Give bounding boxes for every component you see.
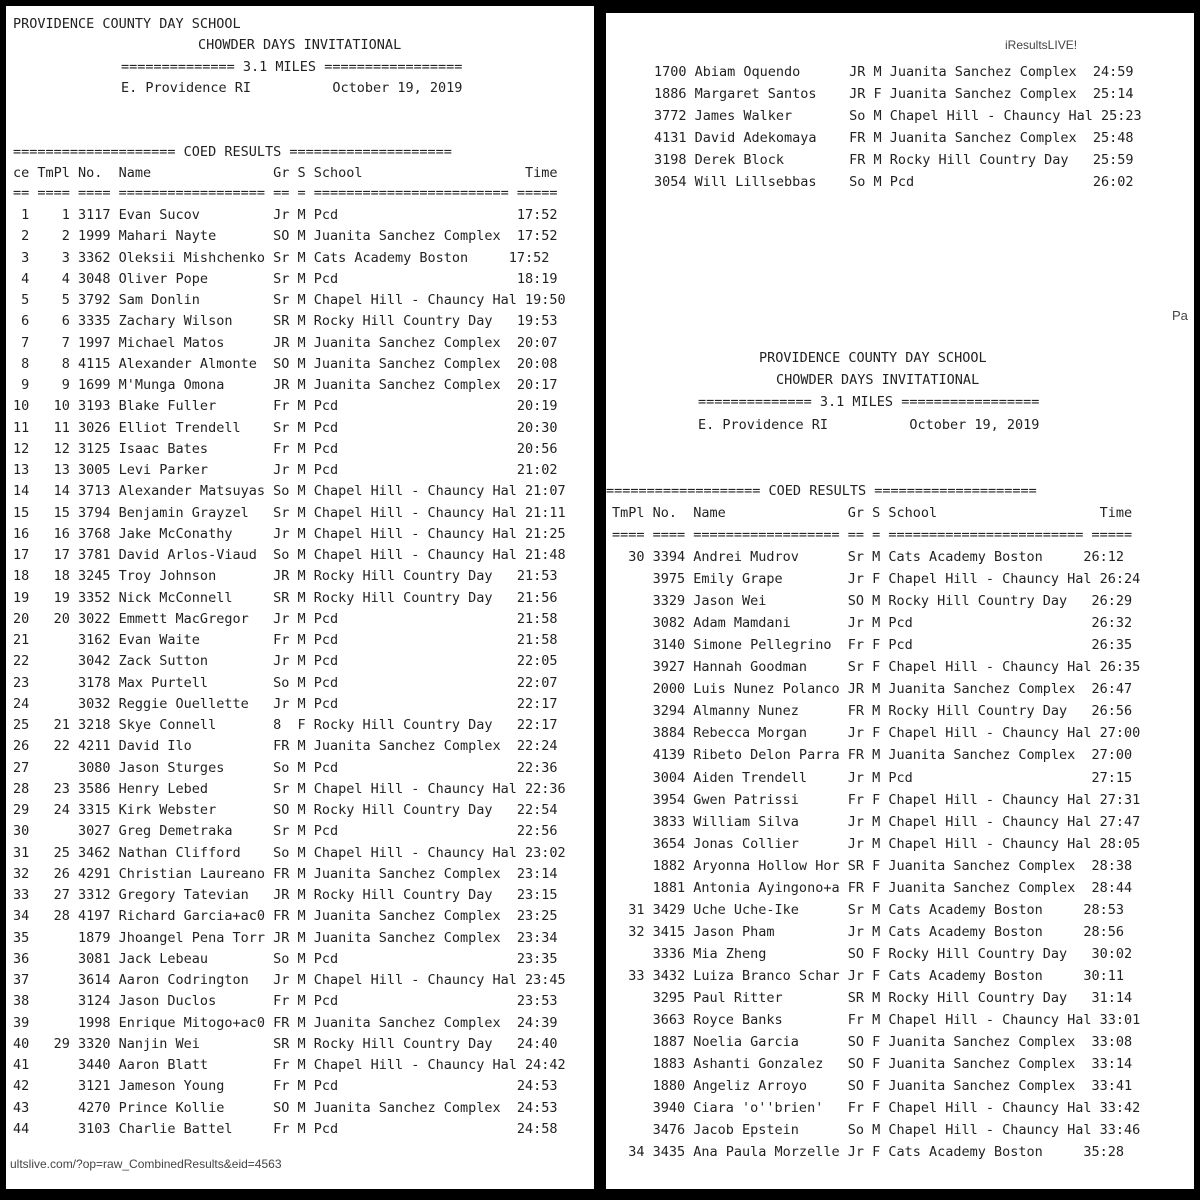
result-row: 4139 Ribeto Delon Parra FR M Juanita Sanchez Complex 27:00: [612, 747, 1133, 764]
result-row: 32 3415 Jason Pham Jr M Cats Academy Boston 28:56: [612, 923, 1125, 940]
result-row: 21 3162 Evan Waite Fr M Pcd 21:58: [13, 632, 558, 648]
result-row: 34 28 4197 Richard Garcia+ac0 FR M Juanita Sanchez Complex 23:25: [13, 908, 558, 925]
result-row: 15 15 3794 Benjamin Grayzel Sr M Chapel Hill - Chauncy Hal 21:11: [13, 504, 566, 521]
result-row: 3140 Simone Pellegrino Fr F Pcd 26:35: [612, 637, 1133, 654]
result-row: 20 20 3022 Emmett MacGregor Jr M Pcd 21:58: [13, 610, 558, 627]
result-row: 31 3429 Uche Uche-Ike Sr M Cats Academy Boston 28:53: [612, 901, 1125, 918]
right-results-page: [606, 13, 1194, 1189]
right-results-text: [606, 13, 1194, 1189]
result-row: 33 27 3312 Gregory Tatevian JR M Rocky Hill Country Day 23:15: [13, 887, 558, 903]
result-row: 3940 Ciara 'o''brien' Fr F Chapel Hill - Chauncy Hal 33:42: [612, 1100, 1141, 1117]
result-row: 3054 Will Lillsebbas So M Pcd 26:02: [654, 173, 1134, 190]
result-row: 40 29 3320 Nanjin Wei SR M Rocky Hill Country Day 24:40: [13, 1035, 558, 1052]
result-row: 3772 James Walker So M Chapel Hill - Chauncy Hal 25:23: [654, 107, 1142, 124]
result-row: 34 3435 Ana Paula Morzelle Jr F Cats Academy Boston 35:28: [612, 1144, 1125, 1161]
page-label: iResultsLIVE!: [1005, 38, 1078, 52]
result-row: 31 25 3462 Nathan Clifford So M Chapel Hill - Chauncy Hal 23:02: [13, 844, 566, 861]
column-header: TmPl No. Name Gr S School Time: [612, 505, 1133, 521]
result-row: 18 18 3245 Troy Johnson JR M Rocky Hill Country Day 21:53: [13, 568, 558, 585]
result-row: 3294 Almanny Nunez FR M Rocky Hill Country Day 26:56: [612, 703, 1133, 720]
distance-line: ============== 3.1 MILES =================: [121, 59, 463, 75]
result-row: 25 21 3218 Skye Connell 8 F Rocky Hill Country Day 22:17: [13, 717, 558, 733]
page-marker: Pa: [1172, 308, 1188, 323]
result-row: 35 1879 Jhoangel Pena Torr JR M Juanita Sanchez Complex 23:34: [13, 929, 558, 946]
result-row: 27 3080 Jason Sturges So M Pcd 22:36: [13, 759, 558, 776]
result-row: 4 4 3048 Oliver Pope Sr M Pcd 18:19: [13, 270, 558, 287]
result-row: 10 10 3193 Blake Fuller Fr M Pcd 20:19: [13, 398, 558, 415]
result-row: 3927 Hannah Goodman Sr F Chapel Hill - Chauncy Hal 26:35: [612, 659, 1141, 676]
result-row: 7 7 1997 Michael Matos JR M Juanita Sanchez Complex 20:07: [13, 334, 558, 351]
result-row: 1883 Ashanti Gonzalez SO F Juanita Sanchez Complex 33:14: [612, 1056, 1133, 1073]
results-banner: ==================== COED RESULTS ====================: [13, 144, 452, 160]
result-row: 16 16 3768 Jake McConathy Jr M Chapel Hill - Chauncy Hal 21:25: [13, 525, 566, 542]
result-row: 3975 Emily Grape Jr F Chapel Hill - Chauncy Hal 26:24: [612, 571, 1141, 588]
result-row: 12 12 3125 Isaac Bates Fr M Pcd 20:56: [13, 440, 558, 457]
location-date-line: E. Providence RI October 19, 2019: [698, 417, 1040, 433]
result-row: 3833 William Silva Jr M Chapel Hill - Chauncy Hal 27:47: [612, 813, 1141, 830]
result-row: 3 3 3362 Oleksii Mishchenko Sr M Cats Academy Boston 17:52: [13, 249, 550, 266]
column-rule: ==== ==== ================== == = ======================== =====: [612, 527, 1133, 543]
result-row: 41 3440 Aaron Blatt Fr M Chapel Hill - Chauncy Hal 24:42: [13, 1057, 566, 1073]
result-row: 3082 Adam Mamdani Jr M Pcd 26:32: [612, 615, 1133, 632]
result-row: 1880 Angeliz Arroyo SO F Juanita Sanchez Complex 33:41: [612, 1078, 1133, 1095]
result-row: 1887 Noelia Garcia SO F Juanita Sanchez Complex 33:08: [612, 1034, 1133, 1051]
left-results-text: [6, 6, 594, 1189]
footer-url: ultslive.com/?op=raw_CombinedResults&eid=4563: [10, 1157, 282, 1171]
result-row: 1 1 3117 Evan Sucov Jr M Pcd 17:52: [13, 207, 558, 223]
result-row: 3004 Aiden Trendell Jr M Pcd 27:15: [612, 769, 1133, 786]
result-row: 11 11 3026 Elliot Trendell Sr M Pcd 20:30: [13, 419, 558, 436]
result-row: 44 3103 Charlie Battel Fr M Pcd 24:58: [13, 1120, 558, 1137]
result-row: 36 3081 Jack Lebeau So M Pcd 23:35: [13, 950, 558, 967]
result-row: 30 3394 Andrei Mudrov Sr M Cats Academy Boston 26:12: [612, 549, 1125, 565]
result-row: 1700 Abiam Oquendo JR M Juanita Sanchez Complex 24:59: [654, 64, 1134, 80]
meet-title: CHOWDER DAYS INVITATIONAL: [776, 372, 980, 388]
result-row: 17 17 3781 David Arlos-Viaud So M Chapel Hill - Chauncy Hal 21:48: [13, 547, 566, 563]
school-title: PROVIDENCE COUNTY DAY SCHOOL: [759, 350, 987, 366]
result-row: 3198 Derek Block FR M Rocky Hill Country Day 25:59: [654, 151, 1134, 168]
result-row: 3663 Royce Banks Fr M Chapel Hill - Chauncy Hal 33:01: [612, 1012, 1141, 1029]
result-row: 9 9 1699 M'Munga Omona JR M Juanita Sanchez Complex 20:17: [13, 377, 558, 393]
result-row: 22 3042 Zack Sutton Jr M Pcd 22:05: [13, 653, 558, 670]
result-row: 2 2 1999 Mahari Nayte SO M Juanita Sanchez Complex 17:52: [13, 228, 558, 245]
result-row: 26 22 4211 David Ilo FR M Juanita Sanchez Complex 22:24: [13, 738, 558, 755]
result-row: 2000 Luis Nunez Polanco JR M Juanita Sanchez Complex 26:47: [612, 681, 1133, 698]
result-row: 3336 Mia Zheng SO F Rocky Hill Country Day 30:02: [612, 945, 1133, 962]
result-row: 3329 Jason Wei SO M Rocky Hill Country Day 26:29: [612, 593, 1133, 610]
result-row: 1882 Aryonna Hollow Hor SR F Juanita Sanchez Complex 28:38: [612, 857, 1133, 874]
school-title: PROVIDENCE COUNTY DAY SCHOOL: [13, 16, 241, 32]
result-row: 3954 Gwen Patrissi Fr F Chapel Hill - Chauncy Hal 27:31: [612, 791, 1141, 808]
result-row: 24 3032 Reggie Ouellette Jr M Pcd 22:17: [13, 695, 558, 712]
result-row: 4131 David Adekomaya FR M Juanita Sanchez Complex 25:48: [654, 129, 1134, 146]
result-row: 23 3178 Max Purtell So M Pcd 22:07: [13, 674, 558, 691]
location-date-line: E. Providence RI October 19, 2019: [121, 80, 463, 96]
result-row: 38 3124 Jason Duclos Fr M Pcd 23:53: [13, 993, 558, 1010]
results-banner: =================== COED RESULTS ====================: [606, 483, 1037, 499]
result-row: 33 3432 Luiza Branco Schar Jr F Cats Academy Boston 30:11: [612, 967, 1125, 984]
result-row: 3654 Jonas Collier Jr M Chapel Hill - Chauncy Hal 28:05: [612, 835, 1141, 852]
result-row: 19 19 3352 Nick McConnell SR M Rocky Hill Country Day 21:56: [13, 589, 558, 606]
result-row: 3884 Rebecca Morgan Jr F Chapel Hill - Chauncy Hal 27:00: [612, 725, 1141, 742]
result-row: 30 3027 Greg Demetraka Sr M Pcd 22:56: [13, 823, 558, 840]
result-row: 32 26 4291 Christian Laureano FR M Juanita Sanchez Complex 23:14: [13, 865, 558, 882]
left-results-page: [6, 6, 594, 1189]
result-row: 5 5 3792 Sam Donlin Sr M Chapel Hill - Chauncy Hal 19:50: [13, 292, 566, 308]
result-row: 43 4270 Prince Kollie SO M Juanita Sanchez Complex 24:53: [13, 1099, 558, 1116]
result-row: 14 14 3713 Alexander Matsuyas So M Chapel Hill - Chauncy Hal 21:07: [13, 483, 566, 500]
result-row: 6 6 3335 Zachary Wilson SR M Rocky Hill Country Day 19:53: [13, 313, 558, 330]
result-row: 8 8 4115 Alexander Almonte SO M Juanita Sanchez Complex 20:08: [13, 355, 558, 372]
result-row: 1886 Margaret Santos JR F Juanita Sanchez Complex 25:14: [654, 85, 1134, 102]
result-row: 39 1998 Enrique Mitogo+ac0 FR M Juanita Sanchez Complex 24:39: [13, 1014, 558, 1031]
meet-title: CHOWDER DAYS INVITATIONAL: [198, 37, 402, 53]
result-row: 37 3614 Aaron Codrington Jr M Chapel Hill - Chauncy Hal 23:45: [13, 972, 566, 988]
column-rule: == ==== ==== ================== == = ======================== =====: [13, 185, 558, 201]
result-row: 1881 Antonia Ayingono+a FR F Juanita Sanchez Complex 28:44: [612, 879, 1133, 896]
result-row: 3476 Jacob Epstein So M Chapel Hill - Chauncy Hal 33:46: [612, 1122, 1141, 1139]
result-row: 13 13 3005 Levi Parker Jr M Pcd 21:02: [13, 462, 558, 478]
result-row: 29 24 3315 Kirk Webster SO M Rocky Hill Country Day 22:54: [13, 802, 558, 818]
result-row: 3295 Paul Ritter SR M Rocky Hill Country Day 31:14: [612, 990, 1133, 1006]
result-row: 28 23 3586 Henry Lebed Sr M Chapel Hill - Chauncy Hal 22:36: [13, 780, 566, 797]
result-row: 42 3121 Jameson Young Fr M Pcd 24:53: [13, 1078, 558, 1095]
distance-line: ============== 3.1 MILES =================: [698, 394, 1040, 410]
column-header: ce TmPl No. Name Gr S School Time: [13, 165, 558, 181]
